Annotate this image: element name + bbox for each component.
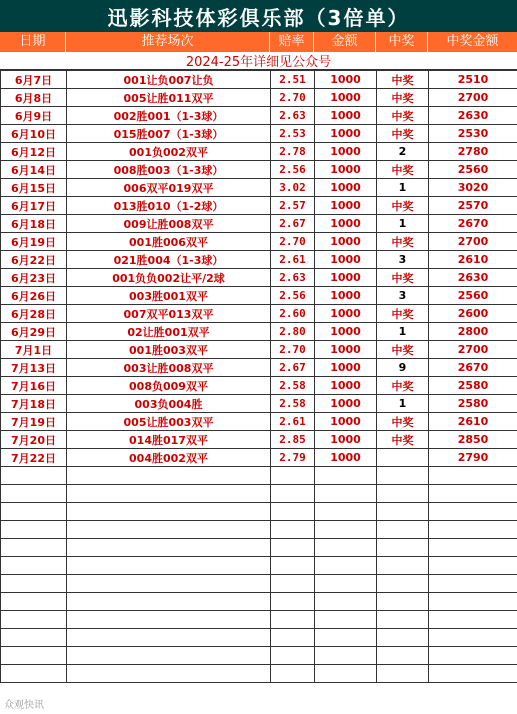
cell-date: 7月20日 <box>1 431 67 449</box>
cell-date: 7月18日 <box>1 395 67 413</box>
empty-cell <box>315 557 377 575</box>
table-row <box>1 251 517 269</box>
cell-odds: 2.67 <box>271 215 315 233</box>
header-odds: 赔率 <box>270 32 314 52</box>
cell-odds: 2.56 <box>271 161 315 179</box>
cell-win-amount: 2580 <box>429 377 517 395</box>
empty-cell <box>377 629 429 647</box>
table-row <box>1 323 517 341</box>
cell-odds: 2.85 <box>271 431 315 449</box>
empty-cell <box>271 665 315 683</box>
cell-win: 中奖 <box>377 233 429 251</box>
empty-cell <box>377 647 429 665</box>
empty-cell <box>315 611 377 629</box>
cell-win-amount: 2780 <box>429 143 517 161</box>
empty-cell <box>67 539 271 557</box>
cell-amount: 1000 <box>315 179 377 197</box>
table-row <box>1 449 517 467</box>
table-row <box>1 89 517 107</box>
cell-amount: 1000 <box>315 323 377 341</box>
empty-cell <box>429 503 517 521</box>
empty-cell <box>429 593 517 611</box>
cell-odds: 2.60 <box>271 305 315 323</box>
empty-row <box>1 557 517 575</box>
cell-date: 7月13日 <box>1 359 67 377</box>
cell-amount: 1000 <box>315 341 377 359</box>
empty-row <box>1 503 517 521</box>
cell-odds: 2.79 <box>271 449 315 467</box>
cell-win-amount: 2800 <box>429 323 517 341</box>
cell-date: 6月19日 <box>1 233 67 251</box>
table-row <box>1 395 517 413</box>
cell-odds: 2.61 <box>271 413 315 431</box>
cell-win: 中奖 <box>377 341 429 359</box>
cell-amount: 1000 <box>315 89 377 107</box>
cell-win <box>377 449 429 467</box>
cell-win: 中奖 <box>377 125 429 143</box>
cell-win-amount: 2570 <box>429 197 517 215</box>
cell-match: 003负004胜 <box>67 395 271 413</box>
empty-cell <box>429 521 517 539</box>
cell-win-amount: 2700 <box>429 233 517 251</box>
cell-win-amount: 2510 <box>429 71 517 89</box>
cell-win: 3 <box>377 287 429 305</box>
cell-win: 中奖 <box>377 161 429 179</box>
page-title: 迅影科技体彩俱乐部（3倍单） <box>0 0 517 32</box>
cell-win-amount: 2560 <box>429 287 517 305</box>
table-row <box>1 143 517 161</box>
cell-date: 6月12日 <box>1 143 67 161</box>
cell-amount: 1000 <box>315 305 377 323</box>
empty-row <box>1 647 517 665</box>
cell-win-amount: 2610 <box>429 413 517 431</box>
cell-amount: 1000 <box>315 287 377 305</box>
empty-cell <box>271 503 315 521</box>
empty-row <box>1 611 517 629</box>
cell-win: 中奖 <box>377 269 429 287</box>
cell-amount: 1000 <box>315 395 377 413</box>
empty-cell <box>429 467 517 485</box>
empty-row <box>1 665 517 683</box>
empty-cell <box>271 611 315 629</box>
empty-cell <box>377 539 429 557</box>
cell-date: 7月16日 <box>1 377 67 395</box>
cell-win-amount: 2670 <box>429 359 517 377</box>
cell-win-amount: 2700 <box>429 341 517 359</box>
empty-cell <box>1 539 67 557</box>
empty-cell <box>1 485 67 503</box>
empty-cell <box>67 647 271 665</box>
table-row <box>1 305 517 323</box>
cell-date: 6月17日 <box>1 197 67 215</box>
cell-amount: 1000 <box>315 413 377 431</box>
cell-win: 中奖 <box>377 89 429 107</box>
empty-cell <box>271 539 315 557</box>
cell-odds: 2.70 <box>271 341 315 359</box>
cell-amount: 1000 <box>315 125 377 143</box>
cell-match: 001胜006双平 <box>67 233 271 251</box>
cell-win: 1 <box>377 179 429 197</box>
empty-cell <box>315 521 377 539</box>
empty-cell <box>377 485 429 503</box>
table-row <box>1 197 517 215</box>
empty-cell <box>429 485 517 503</box>
cell-odds: 2.53 <box>271 125 315 143</box>
cell-win-amount: 2630 <box>429 269 517 287</box>
cell-date: 6月28日 <box>1 305 67 323</box>
cell-odds: 2.61 <box>271 251 315 269</box>
cell-win: 9 <box>377 359 429 377</box>
empty-cell <box>315 503 377 521</box>
empty-cell <box>315 467 377 485</box>
cell-date: 6月8日 <box>1 89 67 107</box>
cell-odds: 2.56 <box>271 287 315 305</box>
results-table <box>0 70 517 683</box>
cell-date: 6月23日 <box>1 269 67 287</box>
empty-cell <box>315 485 377 503</box>
empty-cell <box>429 539 517 557</box>
cell-date: 6月14日 <box>1 161 67 179</box>
cell-win: 中奖 <box>377 71 429 89</box>
header-win: 中奖 <box>376 32 428 52</box>
empty-cell <box>377 467 429 485</box>
cell-amount: 1000 <box>315 359 377 377</box>
empty-cell <box>1 611 67 629</box>
cell-win: 3 <box>377 251 429 269</box>
table-row <box>1 359 517 377</box>
cell-match: 001负负002让平/2球 <box>67 269 271 287</box>
empty-cell <box>315 593 377 611</box>
cell-win-amount: 2790 <box>429 449 517 467</box>
cell-match: 014胜017双平 <box>67 431 271 449</box>
cell-amount: 1000 <box>315 377 377 395</box>
empty-cell <box>429 611 517 629</box>
empty-cell <box>1 647 67 665</box>
cell-date: 7月22日 <box>1 449 67 467</box>
empty-cell <box>67 485 271 503</box>
cell-match: 009让胜008双平 <box>67 215 271 233</box>
empty-cell <box>271 647 315 665</box>
table-row <box>1 377 517 395</box>
table-row <box>1 269 517 287</box>
table-row <box>1 431 517 449</box>
empty-cell <box>429 557 517 575</box>
header-match: 推荐场次 <box>66 32 270 52</box>
empty-cell <box>377 611 429 629</box>
cell-win-amount: 2560 <box>429 161 517 179</box>
empty-row <box>1 575 517 593</box>
empty-cell <box>1 575 67 593</box>
table-row <box>1 215 517 233</box>
cell-match: 003让胜008双平 <box>67 359 271 377</box>
cell-odds: 3.02 <box>271 179 315 197</box>
cell-win: 中奖 <box>377 377 429 395</box>
empty-cell <box>429 575 517 593</box>
empty-cell <box>429 665 517 683</box>
cell-odds: 2.67 <box>271 359 315 377</box>
empty-cell <box>1 665 67 683</box>
cell-amount: 1000 <box>315 233 377 251</box>
cell-date: 6月22日 <box>1 251 67 269</box>
empty-cell <box>271 575 315 593</box>
empty-cell <box>67 593 271 611</box>
cell-win: 中奖 <box>377 431 429 449</box>
empty-cell <box>271 485 315 503</box>
cell-match: 02让胜001双平 <box>67 323 271 341</box>
header-date: 日期 <box>0 32 66 52</box>
cell-amount: 1000 <box>315 449 377 467</box>
empty-cell <box>429 629 517 647</box>
cell-match: 004胜002双平 <box>67 449 271 467</box>
cell-amount: 1000 <box>315 143 377 161</box>
cell-win: 1 <box>377 323 429 341</box>
cell-win-amount: 2700 <box>429 89 517 107</box>
table-row <box>1 341 517 359</box>
table-row <box>1 71 517 89</box>
empty-cell <box>271 629 315 647</box>
empty-cell <box>67 611 271 629</box>
cell-win: 2 <box>377 143 429 161</box>
cell-match: 015胜007（1-3球） <box>67 125 271 143</box>
cell-win-amount: 3020 <box>429 179 517 197</box>
empty-cell <box>67 557 271 575</box>
empty-cell <box>271 467 315 485</box>
empty-row <box>1 593 517 611</box>
cell-match: 005让胜011双平 <box>67 89 271 107</box>
table-row <box>1 125 517 143</box>
cell-match: 013胜010（1-2球） <box>67 197 271 215</box>
cell-odds: 2.63 <box>271 269 315 287</box>
cell-win: 中奖 <box>377 107 429 125</box>
cell-match: 001负002双平 <box>67 143 271 161</box>
cell-odds: 2.78 <box>271 143 315 161</box>
cell-date: 6月7日 <box>1 71 67 89</box>
cell-date: 6月18日 <box>1 215 67 233</box>
empty-cell <box>67 629 271 647</box>
cell-amount: 1000 <box>315 197 377 215</box>
empty-cell <box>1 629 67 647</box>
cell-date: 6月10日 <box>1 125 67 143</box>
empty-cell <box>1 521 67 539</box>
table-row <box>1 287 517 305</box>
cell-win: 1 <box>377 395 429 413</box>
subtitle: 2024-25年详细见公众号 <box>0 52 517 70</box>
empty-row <box>1 485 517 503</box>
empty-cell <box>67 665 271 683</box>
cell-date: 7月1日 <box>1 341 67 359</box>
empty-cell <box>315 575 377 593</box>
cell-match: 002胜001（1-3球） <box>67 107 271 125</box>
cell-win-amount: 2610 <box>429 251 517 269</box>
cell-amount: 1000 <box>315 71 377 89</box>
empty-cell <box>1 503 67 521</box>
cell-match: 001让负007让负 <box>67 71 271 89</box>
cell-date: 6月15日 <box>1 179 67 197</box>
cell-amount: 1000 <box>315 161 377 179</box>
empty-cell <box>377 557 429 575</box>
empty-cell <box>377 521 429 539</box>
cell-win: 中奖 <box>377 413 429 431</box>
cell-win-amount: 2600 <box>429 305 517 323</box>
cell-win-amount: 2530 <box>429 125 517 143</box>
cell-odds: 2.51 <box>271 71 315 89</box>
cell-win-amount: 2580 <box>429 395 517 413</box>
cell-win-amount: 2670 <box>429 215 517 233</box>
header-row <box>0 32 517 52</box>
cell-match: 007双平013双平 <box>67 305 271 323</box>
cell-date: 7月19日 <box>1 413 67 431</box>
cell-match: 001胜003双平 <box>67 341 271 359</box>
cell-match: 021胜004（1-3球） <box>67 251 271 269</box>
empty-cell <box>315 665 377 683</box>
cell-odds: 2.58 <box>271 395 315 413</box>
cell-win-amount: 2630 <box>429 107 517 125</box>
cell-win: 中奖 <box>377 305 429 323</box>
header-win-amount: 中奖金额 <box>446 34 499 49</box>
cell-odds: 2.58 <box>271 377 315 395</box>
empty-cell <box>67 467 271 485</box>
table-row <box>1 233 517 251</box>
empty-cell <box>271 593 315 611</box>
watermark: 众观快讯 <box>4 700 44 711</box>
cell-match: 003胜001双平 <box>67 287 271 305</box>
cell-date: 6月26日 <box>1 287 67 305</box>
empty-cell <box>315 647 377 665</box>
empty-row <box>1 467 517 485</box>
table-row <box>1 413 517 431</box>
empty-cell <box>271 557 315 575</box>
cell-date: 6月9日 <box>1 107 67 125</box>
cell-match: 006双平019双平 <box>67 179 271 197</box>
empty-cell <box>377 593 429 611</box>
cell-win: 中奖 <box>377 197 429 215</box>
empty-cell <box>67 521 271 539</box>
cell-amount: 1000 <box>315 431 377 449</box>
header-amount: 金额 <box>314 32 376 52</box>
empty-cell <box>377 665 429 683</box>
empty-cell <box>67 575 271 593</box>
cell-date: 6月29日 <box>1 323 67 341</box>
empty-cell <box>67 503 271 521</box>
cell-odds: 2.80 <box>271 323 315 341</box>
empty-cell <box>1 593 67 611</box>
cell-match: 005让胜003双平 <box>67 413 271 431</box>
table-row <box>1 107 517 125</box>
empty-cell <box>377 503 429 521</box>
cell-amount: 1000 <box>315 107 377 125</box>
empty-row <box>1 539 517 557</box>
empty-cell <box>315 629 377 647</box>
table-row <box>1 179 517 197</box>
empty-cell <box>429 647 517 665</box>
cell-match: 008胜003（1-3球） <box>67 161 271 179</box>
cell-win: 1 <box>377 215 429 233</box>
empty-cell <box>1 557 67 575</box>
empty-cell <box>315 539 377 557</box>
cell-amount: 1000 <box>315 269 377 287</box>
empty-row <box>1 521 517 539</box>
cell-match: 008负009双平 <box>67 377 271 395</box>
cell-amount: 1000 <box>315 215 377 233</box>
empty-cell <box>377 575 429 593</box>
cell-odds: 2.57 <box>271 197 315 215</box>
cell-win-amount: 2850 <box>429 431 517 449</box>
table-row <box>1 161 517 179</box>
cell-odds: 2.63 <box>271 107 315 125</box>
cell-odds: 2.70 <box>271 233 315 251</box>
cell-odds: 2.70 <box>271 89 315 107</box>
cell-amount: 1000 <box>315 251 377 269</box>
empty-row <box>1 629 517 647</box>
empty-cell <box>271 521 315 539</box>
empty-cell <box>1 467 67 485</box>
